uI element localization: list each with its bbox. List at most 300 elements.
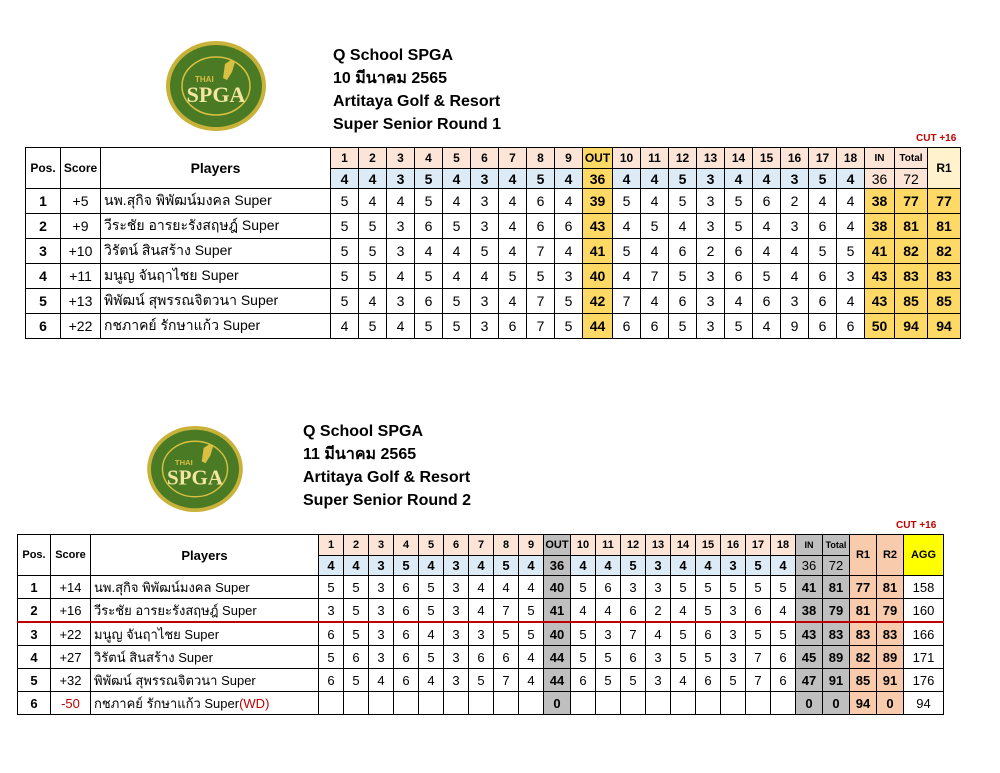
hole-score: 4 — [499, 214, 527, 239]
round1-date: 10 มีนาคม 2565 — [333, 70, 447, 87]
total-score: 81 — [895, 214, 928, 239]
hole-number: 17 — [809, 148, 837, 169]
hole-number: 4 — [394, 535, 419, 556]
hole-score: 5 — [471, 239, 499, 264]
r1-score: 81 — [850, 599, 877, 623]
hole-score: 5 — [771, 622, 796, 646]
table-row — [18, 669, 944, 692]
hole-score: 5 — [555, 314, 583, 339]
hole-score: 5 — [443, 314, 471, 339]
hole-score: 5 — [596, 646, 621, 669]
round1-cut-label: CUT +16 — [916, 133, 957, 144]
hole-score: 3 — [387, 214, 415, 239]
hole-number: 11 — [596, 535, 621, 556]
hole-score: 5 — [331, 189, 359, 214]
total-score: 89 — [823, 646, 850, 669]
in-score: 43 — [865, 289, 895, 314]
logo-thai-text: THAI — [174, 458, 193, 468]
hole-score: 4 — [613, 214, 641, 239]
player-score: +9 — [61, 214, 101, 239]
hole-par: 4 — [696, 556, 721, 576]
hole-par: 5 — [809, 169, 837, 189]
total-score: 82 — [895, 239, 928, 264]
hole-score: 4 — [555, 239, 583, 264]
player-name-cell — [91, 576, 319, 599]
hole-score: 6 — [669, 289, 697, 314]
in-score: 50 — [865, 314, 895, 339]
hole-score: 5 — [519, 622, 544, 646]
player-name-cell — [101, 189, 331, 214]
total-score: 94 — [895, 314, 928, 339]
hole-score: 3 — [555, 264, 583, 289]
player-name: นพ.สุกิจ พิพัฒน์มงคล Super — [94, 579, 250, 595]
hole-score: 6 — [809, 314, 837, 339]
player-name-cell — [91, 599, 319, 623]
table-row — [26, 289, 961, 314]
hole-score: 3 — [697, 214, 725, 239]
hole-score: 5 — [571, 576, 596, 599]
hole-score: 4 — [646, 622, 671, 646]
round1-header — [333, 44, 501, 136]
hole-par: 5 — [415, 169, 443, 189]
hole-score: 3 — [444, 669, 469, 692]
table-row — [26, 264, 961, 289]
table-row — [26, 239, 961, 264]
hole-score: 4 — [387, 314, 415, 339]
hole-score: 3 — [596, 622, 621, 646]
par-total: 72 — [823, 556, 850, 576]
hole-score: 4 — [837, 289, 865, 314]
hole-score — [646, 692, 671, 715]
r1-header: R1 — [928, 148, 961, 189]
hole-score: 4 — [494, 576, 519, 599]
in-score: 43 — [796, 622, 823, 646]
hole-par: 4 — [571, 556, 596, 576]
hole-score: 5 — [331, 264, 359, 289]
hole-score: 5 — [671, 646, 696, 669]
hole-score: 5 — [419, 576, 444, 599]
hole-score: 4 — [613, 264, 641, 289]
hole-par: 5 — [527, 169, 555, 189]
score-header: Score — [51, 535, 91, 576]
hole-score: 4 — [837, 214, 865, 239]
hole-score: 5 — [671, 622, 696, 646]
hole-par: 4 — [519, 556, 544, 576]
hole-score: 3 — [444, 646, 469, 669]
total-score: 81 — [823, 576, 850, 599]
player-score: +16 — [51, 599, 91, 623]
hole-score: 3 — [387, 289, 415, 314]
hole-score: 5 — [725, 214, 753, 239]
hole-score: 6 — [809, 264, 837, 289]
players-header: Players — [101, 148, 331, 189]
table-row — [18, 599, 944, 623]
hole-score: 4 — [641, 289, 669, 314]
par-in: 36 — [796, 556, 823, 576]
hole-number: 13 — [646, 535, 671, 556]
hole-score: 7 — [621, 622, 646, 646]
hole-score: 5 — [415, 264, 443, 289]
round1-scorecard — [25, 147, 961, 339]
out-score: 44 — [583, 314, 613, 339]
hole-score: 5 — [331, 239, 359, 264]
hole-score — [746, 692, 771, 715]
total-score: 83 — [823, 622, 850, 646]
hole-score: 7 — [527, 289, 555, 314]
hole-par: 3 — [646, 556, 671, 576]
round2-date: 11 มีนาคม 2565 — [303, 446, 417, 463]
player-score: +5 — [61, 189, 101, 214]
hole-score: 7 — [527, 239, 555, 264]
hole-score: 6 — [621, 599, 646, 623]
hole-score: 5 — [571, 646, 596, 669]
hole-score: 4 — [809, 189, 837, 214]
hole-score: 4 — [331, 314, 359, 339]
r1-score: 94 — [928, 314, 961, 339]
hole-score: 3 — [646, 646, 671, 669]
hole-score: 4 — [443, 264, 471, 289]
hole-score: 4 — [671, 599, 696, 623]
total-header: Total — [895, 148, 928, 169]
hole-score: 5 — [519, 599, 544, 623]
hole-score: 2 — [697, 239, 725, 264]
hole-score: 5 — [671, 576, 696, 599]
logo-spga-text: SPGA — [186, 82, 246, 107]
hole-score: 4 — [415, 239, 443, 264]
hole-score: 4 — [641, 189, 669, 214]
hole-score: 5 — [669, 314, 697, 339]
out-score: 40 — [544, 622, 571, 646]
agg-score: 166 — [904, 622, 944, 646]
hole-score: 5 — [415, 189, 443, 214]
hole-score — [444, 692, 469, 715]
hole-score: 3 — [444, 622, 469, 646]
par-out: 36 — [583, 169, 613, 189]
player-position: 2 — [26, 214, 61, 239]
hole-score: 7 — [613, 289, 641, 314]
hole-number: 1 — [319, 535, 344, 556]
in-score: 45 — [796, 646, 823, 669]
hole-score: 5 — [494, 622, 519, 646]
hole-score: 3 — [369, 622, 394, 646]
hole-par: 3 — [369, 556, 394, 576]
r1-score: 85 — [850, 669, 877, 692]
par-out: 36 — [544, 556, 571, 576]
hole-score: 4 — [469, 599, 494, 623]
hole-score: 7 — [746, 669, 771, 692]
hole-number: 1 — [331, 148, 359, 169]
player-position: 1 — [18, 576, 51, 599]
r2-score: 83 — [877, 622, 904, 646]
hole-score: 5 — [419, 599, 444, 623]
hole-score: 3 — [369, 646, 394, 669]
hole-par: 4 — [671, 556, 696, 576]
player-name-cell — [101, 289, 331, 314]
hole-par: 3 — [387, 169, 415, 189]
agg-score: 160 — [904, 599, 944, 623]
hole-par: 4 — [443, 169, 471, 189]
hole-par: 4 — [837, 169, 865, 189]
hole-number: 18 — [771, 535, 796, 556]
in-score: 38 — [796, 599, 823, 623]
total-score: 91 — [823, 669, 850, 692]
hole-score: 6 — [641, 314, 669, 339]
hole-par: 5 — [494, 556, 519, 576]
r2-score: 81 — [877, 576, 904, 599]
hole-number: 12 — [669, 148, 697, 169]
hole-score: 4 — [469, 576, 494, 599]
hole-number: 2 — [344, 535, 369, 556]
out-header: OUT — [544, 535, 571, 556]
r1-score: 81 — [928, 214, 961, 239]
table-row — [26, 214, 961, 239]
total-score: 85 — [895, 289, 928, 314]
hole-par: 4 — [555, 169, 583, 189]
r1-header: R1 — [850, 535, 877, 576]
hole-score: 4 — [499, 289, 527, 314]
hole-score: 7 — [494, 599, 519, 623]
hole-number: 17 — [746, 535, 771, 556]
hole-score: 6 — [753, 189, 781, 214]
in-score: 38 — [865, 214, 895, 239]
logo-thai-text: THAI — [195, 75, 214, 84]
logo-spga-text: SPGA — [166, 465, 224, 490]
hole-score: 2 — [646, 599, 671, 623]
hole-par: 5 — [669, 169, 697, 189]
hole-score: 5 — [469, 669, 494, 692]
hole-score: 7 — [494, 669, 519, 692]
hole-score: 4 — [419, 669, 444, 692]
hole-score: 5 — [669, 264, 697, 289]
player-name-cell — [91, 692, 319, 715]
total-score: 83 — [895, 264, 928, 289]
in-score: 47 — [796, 669, 823, 692]
hole-par: 4 — [359, 169, 387, 189]
player-name-cell — [91, 622, 319, 646]
hole-number: 10 — [613, 148, 641, 169]
player-score: +10 — [61, 239, 101, 264]
out-score: 0 — [544, 692, 571, 715]
hole-score: 3 — [469, 622, 494, 646]
hole-score — [721, 692, 746, 715]
hole-score — [394, 692, 419, 715]
hole-score: 4 — [443, 189, 471, 214]
hole-number: 3 — [369, 535, 394, 556]
hole-score: 3 — [621, 576, 646, 599]
hole-score: 6 — [555, 214, 583, 239]
hole-number: 14 — [671, 535, 696, 556]
player-name: วิรัตน์ สินสร้าง Super — [94, 649, 213, 665]
hole-score: 3 — [781, 289, 809, 314]
score-header: Score — [61, 148, 101, 189]
hole-score: 6 — [809, 214, 837, 239]
hole-score: 4 — [519, 576, 544, 599]
in-score: 38 — [865, 189, 895, 214]
round2-round: Super Senior Round 2 — [303, 492, 472, 509]
hole-number: 5 — [419, 535, 444, 556]
hole-score: 5 — [415, 314, 443, 339]
hole-score: 4 — [419, 622, 444, 646]
r1-score: 82 — [850, 646, 877, 669]
player-name: วีระชัย อารยะรังสฤษฎ์ Super — [94, 602, 257, 618]
hole-score — [696, 692, 721, 715]
hole-score: 6 — [319, 622, 344, 646]
out-score: 44 — [544, 646, 571, 669]
out-score: 44 — [544, 669, 571, 692]
hole-score: 6 — [394, 599, 419, 623]
hole-number: 14 — [725, 148, 753, 169]
hole-score: 5 — [746, 576, 771, 599]
player-name-cell — [91, 669, 319, 692]
spga-logo — [146, 425, 244, 513]
hole-number: 9 — [555, 148, 583, 169]
hole-score: 3 — [697, 314, 725, 339]
hole-number: 13 — [697, 148, 725, 169]
withdrawn-badge: (WD) — [239, 695, 270, 711]
hole-par: 5 — [394, 556, 419, 576]
hole-score: 4 — [443, 239, 471, 264]
hole-score: 4 — [771, 599, 796, 623]
hole-score: 5 — [746, 622, 771, 646]
player-score: +27 — [51, 646, 91, 669]
hole-score: 4 — [359, 289, 387, 314]
hole-par: 3 — [781, 169, 809, 189]
r2-header: R2 — [877, 535, 904, 576]
hole-score — [621, 692, 646, 715]
out-score: 42 — [583, 289, 613, 314]
hole-score — [344, 692, 369, 715]
table-row — [18, 576, 944, 599]
hole-score: 6 — [753, 289, 781, 314]
hole-score: 5 — [443, 289, 471, 314]
r2-score: 91 — [877, 669, 904, 692]
hole-score — [419, 692, 444, 715]
hole-score: 5 — [669, 189, 697, 214]
player-score: +22 — [51, 622, 91, 646]
player-score: +14 — [51, 576, 91, 599]
hole-score: 6 — [696, 669, 721, 692]
hole-score: 4 — [555, 189, 583, 214]
hole-score: 6 — [415, 289, 443, 314]
hole-number: 6 — [444, 535, 469, 556]
hole-score: 5 — [725, 314, 753, 339]
player-name: วีระชัย อารยะรังสฤษฎ์ Super — [104, 217, 280, 233]
round1-title: Q School SPGA — [333, 47, 454, 64]
hole-score: 4 — [387, 264, 415, 289]
hole-number: 7 — [469, 535, 494, 556]
hole-number: 5 — [443, 148, 471, 169]
hole-par: 5 — [621, 556, 646, 576]
hole-par: 4 — [469, 556, 494, 576]
hole-par: 3 — [721, 556, 746, 576]
out-score: 41 — [544, 599, 571, 623]
out-score: 41 — [583, 239, 613, 264]
hole-number: 6 — [471, 148, 499, 169]
r2-score: 79 — [877, 599, 904, 623]
hole-score: 6 — [394, 646, 419, 669]
out-score: 43 — [583, 214, 613, 239]
hole-score: 4 — [387, 189, 415, 214]
hole-score: 5 — [621, 669, 646, 692]
round1-venue: Artitaya Golf & Resort — [333, 93, 501, 110]
out-score: 40 — [583, 264, 613, 289]
agg-score: 171 — [904, 646, 944, 669]
hole-score: 4 — [641, 239, 669, 264]
hole-score: 3 — [697, 289, 725, 314]
hole-number: 8 — [527, 148, 555, 169]
hole-score: 5 — [419, 646, 444, 669]
hole-score: 6 — [725, 239, 753, 264]
hole-score: 4 — [753, 239, 781, 264]
table-row — [18, 622, 944, 646]
in-score: 41 — [865, 239, 895, 264]
hole-score: 3 — [697, 189, 725, 214]
hole-score: 6 — [394, 576, 419, 599]
players-header: Players — [91, 535, 319, 576]
hole-score: 7 — [641, 264, 669, 289]
total-score: 0 — [823, 692, 850, 715]
hole-score: 3 — [444, 576, 469, 599]
round2-cut-label: CUT +16 — [896, 520, 937, 531]
hole-score: 6 — [809, 289, 837, 314]
r1-score: 77 — [928, 189, 961, 214]
hole-number: 18 — [837, 148, 865, 169]
hole-score: 6 — [494, 646, 519, 669]
total-header: Total — [823, 535, 850, 556]
hole-score: 4 — [519, 669, 544, 692]
hole-score: 4 — [753, 214, 781, 239]
hole-score: 6 — [319, 669, 344, 692]
hole-score: 6 — [621, 646, 646, 669]
player-name: กชภาคย์ รักษาแก้ว Super — [104, 317, 261, 333]
hole-score: 5 — [344, 576, 369, 599]
hole-number: 11 — [641, 148, 669, 169]
hole-par: 4 — [613, 169, 641, 189]
hole-score: 9 — [781, 314, 809, 339]
hole-score: 5 — [725, 189, 753, 214]
hole-score — [571, 692, 596, 715]
hole-score: 6 — [527, 189, 555, 214]
out-header: OUT — [583, 148, 613, 169]
hole-number: 4 — [415, 148, 443, 169]
hole-score: 6 — [394, 622, 419, 646]
agg-score: 94 — [904, 692, 944, 715]
pos-header: Pos. — [18, 535, 51, 576]
player-position: 3 — [18, 622, 51, 646]
hole-score: 5 — [696, 646, 721, 669]
hole-number: 2 — [359, 148, 387, 169]
hole-score: 5 — [359, 314, 387, 339]
hole-number: 16 — [781, 148, 809, 169]
player-name: กชภาคย์ รักษาแก้ว Super — [94, 695, 240, 711]
player-name: มนูญ จันฤาไชย Super — [104, 267, 239, 283]
r1-score: 82 — [928, 239, 961, 264]
player-name: วิรัตน์ สินสร้าง Super — [104, 242, 233, 258]
total-score: 79 — [823, 599, 850, 623]
hole-score: 3 — [319, 599, 344, 623]
hole-score: 5 — [499, 264, 527, 289]
hole-score: 4 — [499, 189, 527, 214]
hole-score: 6 — [499, 314, 527, 339]
in-score: 41 — [796, 576, 823, 599]
hole-score: 4 — [725, 289, 753, 314]
hole-par: 5 — [746, 556, 771, 576]
hole-score: 5 — [571, 622, 596, 646]
hole-score: 4 — [369, 669, 394, 692]
table-row — [26, 314, 961, 339]
hole-score: 3 — [646, 576, 671, 599]
player-score: +13 — [61, 289, 101, 314]
